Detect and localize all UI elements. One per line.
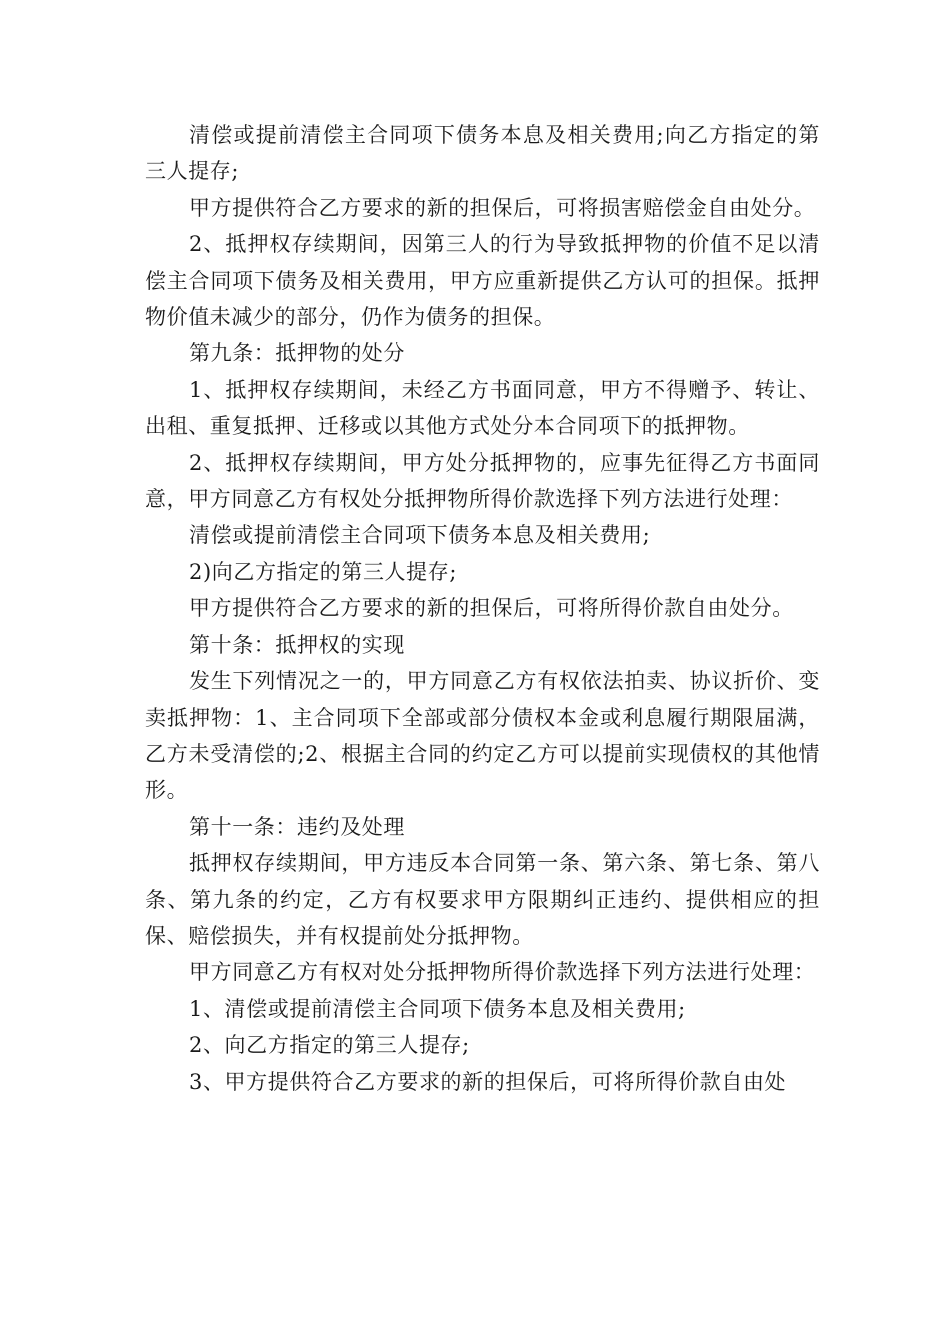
paragraph: 发生下列情况之一的，甲方同意乙方有权依法拍卖、协议折价、变卖抵押物：1、主合同项下全部或部分债权本金或利息履行期限届满，乙方未受清偿的;2、根据主合同的约定乙方可以提前实现债权的其他情形。 [145,669,820,803]
section-heading: 第十条：抵押权的实现 [189,632,405,657]
paragraph: 甲方提供符合乙方要求的新的担保后，可将损害赔偿金自由处分。 [189,195,816,220]
paragraph: 2、向乙方指定的第三人提存; [189,1033,470,1058]
paragraph: 抵押权存续期间，甲方违反本合同第一条、第六条、第七条、第八条、第九条的约定，乙方有权要求甲方限期纠正违约、提供相应的担保、赔偿损失，并有权提前处分抵押物。 [145,851,820,948]
paragraph: 甲方提供符合乙方要求的新的担保后，可将所得价款自由处分。 [189,596,794,621]
section-heading: 第十一条：违约及处理 [189,814,405,839]
paragraph: 3、甲方提供符合乙方要求的新的担保后，可将所得价款自由处 [189,1069,787,1094]
document-body [145,117,820,1100]
section-heading: 第九条：抵押物的处分 [189,341,405,366]
paragraph: 甲方同意乙方有权对处分抵押物所得价款选择下列方法进行处理： [189,960,816,985]
paragraph: 2)向乙方指定的第三人提存; [189,559,458,584]
paragraph: 1、抵押权存续期间，未经乙方书面同意，甲方不得赠予、转让、出租、重复抵押、迁移或以其他方式处分本合同项下的抵押物。 [145,377,820,439]
paragraph: 1、清偿或提前清偿主合同项下债务本息及相关费用; [189,996,686,1021]
paragraph: 清偿或提前清偿主合同项下债务本息及相关费用; [189,523,651,548]
paragraph: 2、抵押权存续期间，因第三人的行为导致抵押物的价值不足以清偿主合同项下债务及相关费用，甲方应重新提供乙方认可的担保。抵押物价值未减少的部分，仍作为债务的担保。 [145,232,820,330]
paragraph: 2、抵押权存续期间，甲方处分抵押物的，应事先征得乙方书面同意，甲方同意乙方有权处分抵押物所得价款选择下列方法进行处理： [145,450,820,512]
paragraph: 清偿或提前清偿主合同项下债务本息及相关费用;向乙方指定的第三人提存; [145,123,820,184]
